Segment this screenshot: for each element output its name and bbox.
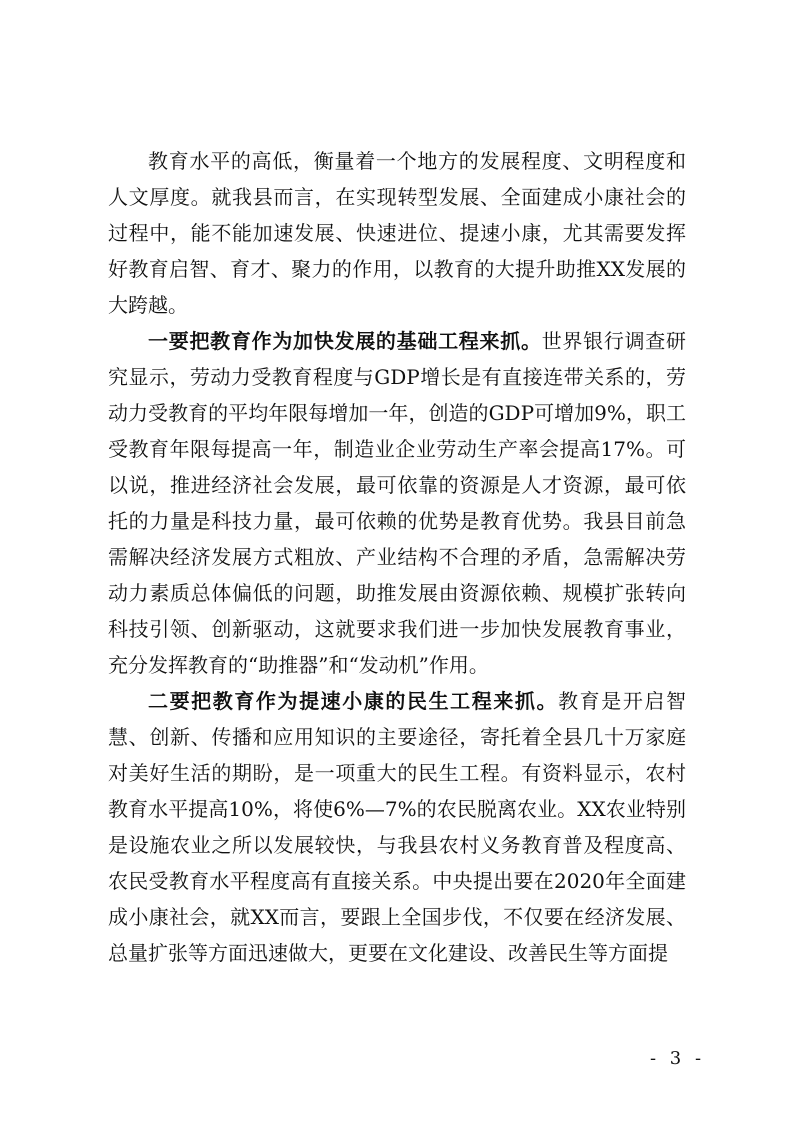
paragraph-first-point (108, 323, 686, 683)
document-body (108, 143, 686, 971)
paragraph-intro-text: 教育水平的高低，衡量着一个地方的发展程度、文明程度和人文厚度。就我县而言，在实现转型发展、全面建成小康社会的过程中，能不能加速发展、快速进位、提速小康，尤其需要发挥好教育启智、育才、聚力的作用，以教育的大提升助推XX发展的大跨越。 (108, 149, 686, 317)
paragraph-second-point-heading: 二要把教育作为提速小康的民生工程来抓。 (148, 689, 559, 713)
paragraph-first-point-heading: 一要把教育作为加快发展的基础工程来抓。 (148, 329, 542, 353)
paragraph-second-point (108, 683, 686, 971)
paragraph-first-point-text: 世界银行调查研究显示，劳动力受教育程度与GDP增长是有直接连带关系的，劳动力受教育的平均年限每增加一年，创造的GDP可增加9%，职工受教育年限每提高一年，制造业企业劳动生产率会提高17%。可以说，推进经济社会发展，最可依靠的资源是人才资源，最可依托的力量是科技力量，最可依赖的优势是教育优势。我县目前急需解决经济发展方式粗放、产业结构不合理的矛盾，急需解决劳动力素质总体偏低的问题，助推发展由资源依赖、规模扩张转向科技引领、创新驱动，这就要求我们进一步加快发展教育事业，充分发挥教育的“助推器”和“发动机”作用。 (108, 329, 687, 677)
paragraph-second-point-text: 教育是开启智慧、创新、传播和应用知识的主要途径，寄托着全县几十万家庭对美好生活的期盼，是一项重大的民生工程。有资料显示，农村教育水平提高10%，将使6%—7%的农民脱离农业。XX农业特别是设施农业之所以发展较快，与我县农村义务教育普及程度高、农民受教育水平程度高有直接关系。中央提出要在2020年全面建成小康社会，就XX而言，要跟上全国步伐，不仅要在经济发展、总量扩张等方面迅速做大，更要在文化建设、改善民生等方面提 (108, 689, 687, 965)
page-number: - 3 - (650, 1048, 706, 1069)
paragraph-intro (108, 143, 686, 323)
